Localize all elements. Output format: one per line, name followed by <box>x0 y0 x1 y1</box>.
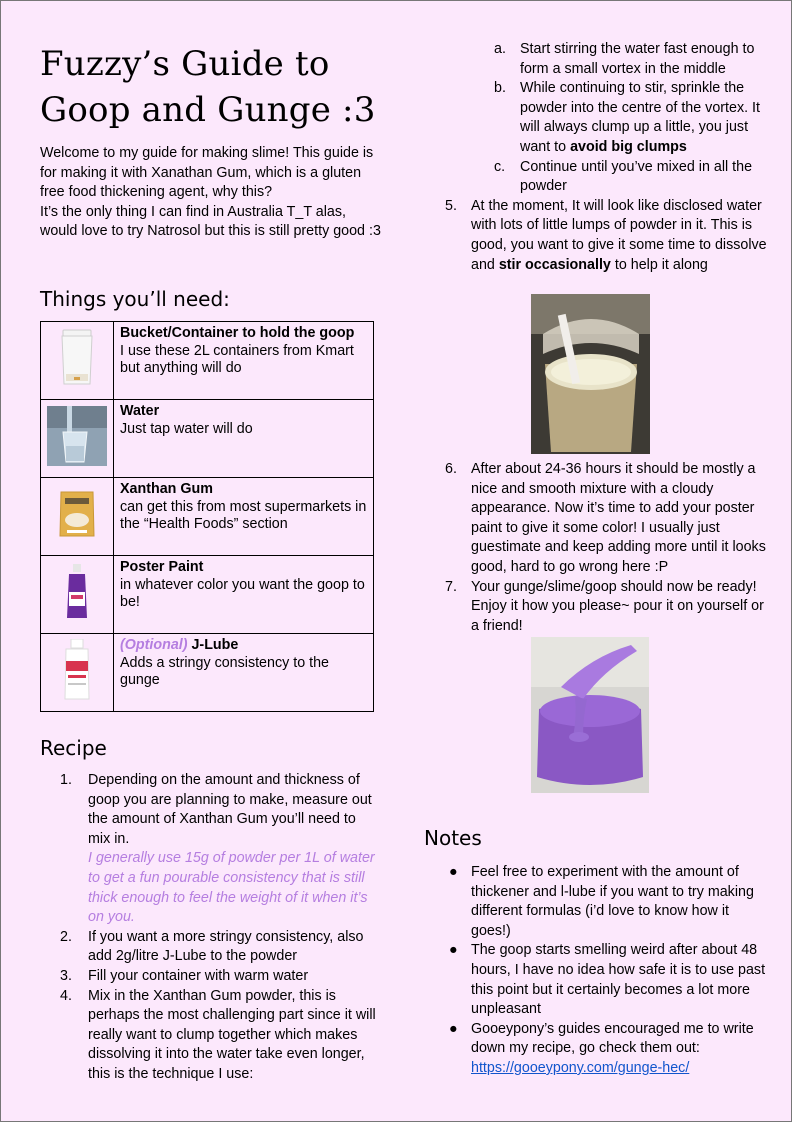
j-lube-image <box>62 639 92 701</box>
page-title: Fuzzy’s Guide to Goop and Gunge :3 <box>40 44 376 130</box>
xanthan-gum-image <box>57 488 97 540</box>
list-item: ● Gooeypony’s guides encouraged me to write down my recipe, go check them out: https://gooeypony.com/gunge-hec/ <box>449 1020 754 1076</box>
water-glass-image <box>47 406 107 466</box>
item-name: (Optional) J-Lube <box>120 637 239 653</box>
table-row <box>41 400 374 478</box>
item-desc: in whatever color you want the goop to be! <box>120 576 365 610</box>
poster-paint-image <box>64 564 90 620</box>
table-row <box>41 556 374 634</box>
list-item: 6. After about 24-36 hours it should be mostly a nice and smooth mixture with a cloudy appearance. Now it’s time to add your poster paint to give it some color! I usually just guestimate and keep adding more until it looks good, hard to go wrong here :P <box>445 461 766 575</box>
recipe-steps <box>60 771 380 1085</box>
needs-heading: Things you’ll need: <box>40 287 230 311</box>
list-item: 2. If you want a more stringy consistency, also add 2g/litre J-Lube to the powder <box>60 928 364 965</box>
notes-heading: Notes <box>424 826 482 850</box>
table-row <box>41 478 374 556</box>
list-item: 7. Your gunge/slime/goop should now be ready! Enjoy it how you please~ pour it on yourself or a friend! <box>445 578 764 634</box>
list-item: ● Feel free to experiment with the amount of thickener and l-lube if you want to try making different formulas (i’d love to know how it goes!) <box>449 864 754 939</box>
list-item: 1. Depending on the amount and thickness of goop you are planning to make, measure out the amount of Xanthan Gum you’ll need to mix in. I generally use 15g of powder per 1L of water to get a fun pourable consistency that is still thick enough to feel the weight of it when it’s on you. <box>60 771 380 928</box>
table-row <box>41 322 374 400</box>
intro-text: Welcome to my guide for making slime! This guide is for making it with Xanathan Gum, which is a gluten free food thickening agent, why this? It’s the only thing I can find in Australia T_T alas, would love to try Natrosol but this is still pretty good :3 <box>40 145 381 240</box>
list-item: b. While continuing to stir, sprinkle the powder into the centre of the vortex. It will always clump up a little, you just want to avoid big clumps <box>494 80 761 155</box>
recipe-heading: Recipe <box>40 736 107 760</box>
container-image <box>53 326 101 390</box>
item-desc: can get this from most supermarkets in the “Health Foods” section <box>120 498 367 532</box>
needs-table <box>40 321 374 712</box>
list-item: c. Continue until you’ve mixed in all the powder <box>494 158 753 195</box>
gooeypony-link[interactable]: https://gooeypony.com/gunge-hec/ <box>471 1059 690 1076</box>
recipe-steps-continued <box>445 40 767 275</box>
item-desc: I use these 2L containers from Kmart but anything will do <box>120 342 354 376</box>
item-desc: Adds a stringy consistency to the gunge <box>120 654 330 688</box>
item-name: Bucket/Container to hold the goop <box>120 325 355 341</box>
list-item: 3. Fill your container with warm water <box>60 967 309 984</box>
item-name: Poster Paint <box>120 559 204 575</box>
list-item: a. Start stirring the water fast enough to form a small vortex in the middle <box>494 41 755 77</box>
item-desc: Just tap water will do <box>120 420 253 437</box>
recipe-steps-final <box>445 460 767 636</box>
list-item: ● The goop starts smelling weird after about 48 hours, I have no idea how safe it is to use past this point but it certainly becomes a lot more unpleasant <box>449 942 766 1018</box>
dissolving-goop-photo <box>531 294 650 454</box>
bullet-icon: ● <box>449 1020 458 1037</box>
table-row <box>41 634 374 712</box>
list-item: 4. Mix in the Xanthan Gum powder, this is perhaps the most challenging part since it will really want to clump together which makes dissolving it into the water take even longer, this is the technique I use: <box>60 987 376 1082</box>
bullet-icon: ● <box>449 864 458 880</box>
recipe-note: I generally use 15g of powder per 1L of water to get a fun pourable consistency that is still thick enough to feel the weight of it when it’s on you. <box>88 850 375 926</box>
purple-goop-photo <box>531 637 649 793</box>
notes-list <box>446 863 766 1079</box>
bullet-icon: ● <box>449 942 458 959</box>
item-name: Water <box>120 403 160 419</box>
item-name: Xanthan Gum <box>120 481 213 497</box>
list-item: 5. At the moment, It will look like disclosed water with lots of little lumps of powder in it. This is good, you want to give it some time to dissolve and stir occasionally to help it along <box>445 197 767 273</box>
